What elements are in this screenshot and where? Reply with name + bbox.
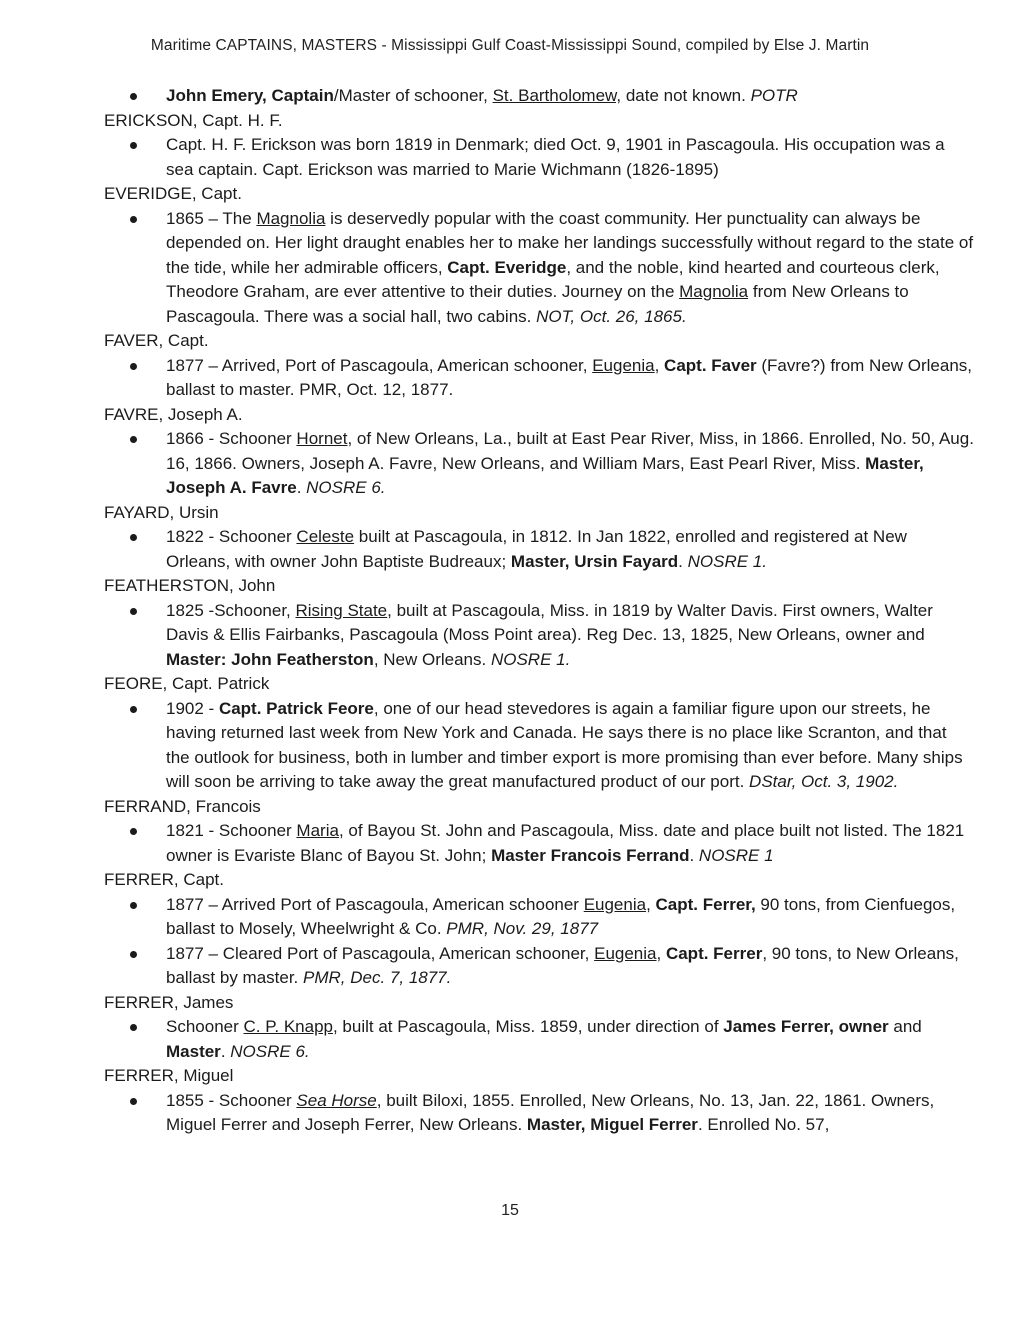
text-span: .	[689, 845, 699, 865]
bold-name: Master, Miguel Ferrer	[526, 1115, 698, 1134]
text-span: , built at Pascagoula, Miss. 1859, under direction of	[332, 1017, 724, 1036]
source-citation: PMR, Dec. 7, 1877.	[303, 968, 452, 987]
text-span: 1877 – Cleared Port of Pascagoula, American schooner,	[166, 943, 595, 963]
entry-list	[104, 525, 974, 574]
entry-list	[104, 1015, 974, 1064]
text-span: 1825 -Schooner,	[166, 600, 296, 620]
source-citation: NOT, Oct. 26, 1865.	[536, 306, 687, 326]
entry-item	[104, 942, 974, 991]
text-span: 1877 – Arrived Port of Pascagoula, American schooner	[166, 894, 584, 914]
source-citation: DStar, Oct. 3, 1902.	[749, 772, 899, 791]
bold-name: Capt. Ferrer,	[655, 894, 756, 914]
text-span: (Favre?) from New Orleans, ballast to master. PMR, Oct. 12, 1877.	[166, 355, 973, 399]
entry-list	[104, 1089, 974, 1138]
source-citation: NOSRE 6.	[306, 478, 386, 497]
text-span: from New Orleans to Pascagoula. There was a social hall, two cabins.	[166, 282, 909, 326]
text-span: 1855 - Schooner	[166, 1090, 297, 1110]
vessel-name: Magnolia	[256, 208, 326, 228]
document-body	[104, 84, 974, 1138]
bold-name: Master: John Featherston	[166, 649, 374, 669]
entry-list	[104, 427, 974, 501]
entry-heading: FERRER, Capt.	[104, 870, 224, 889]
text-span: built at Pascagoula, in 1812. In Jan 1822, enrolled and registered at New Orleans, with owner John Baptiste Budreaux;	[166, 527, 907, 571]
bold-name: Capt. Patrick Feore	[218, 698, 374, 718]
source-citation: NOSRE 1.	[490, 649, 571, 669]
bold-name: Master Francois Ferrand	[491, 845, 690, 865]
vessel-name: C. P. Knapp	[243, 1017, 333, 1036]
bold-name: Capt. Faver	[664, 355, 757, 375]
text-span: , of New Orleans, La., built at East Pear River, Miss, in 1866. Enrolled, No. 50, Aug. 16, 1866. Owners, Joseph A. Favre, New Orleans, and William Mars, East Pearl River, Miss.	[166, 429, 974, 473]
text-span: date not known.	[621, 86, 751, 105]
entry-heading: FAVRE, Joseph A.	[104, 404, 243, 424]
text-span: .	[678, 551, 688, 571]
entry-heading: EVERIDGE, Capt.	[104, 184, 242, 203]
text-span: 1865 – The	[166, 208, 257, 228]
entry-list	[104, 893, 974, 991]
bold-name: Capt. Everidge	[447, 257, 567, 277]
vessel-name: Sea Horse	[296, 1090, 377, 1110]
page-header: Maritime CAPTAINS, MASTERS - Mississippi Gulf Coast-Mississippi Sound, compiled by Else J. Martin	[150, 37, 870, 54]
entry-item	[104, 525, 974, 574]
entry-heading: FEATHERSTON, John	[104, 576, 276, 595]
text-span: , built at Pascagoula, Miss. in 1819 by Walter Davis. First owners, Walter Davis & Ellis Fairbanks, Pascagoula (Moss Point area). Reg Dec. 13, 1825, New Orleans, owner and	[166, 600, 933, 644]
entry-list	[104, 697, 974, 795]
bold-name: Capt. Ferrer	[665, 943, 763, 963]
bold-name: James Ferrer, owner	[723, 1017, 889, 1036]
source-citation: NOSRE 1	[698, 845, 774, 865]
text-span: 1822 - Schooner	[166, 527, 297, 546]
text-span: Capt. H. F. Erickson was born 1819 in Denmark; died Oct. 9, 1901 in Pascagoula. His occupation was a sea captain. Capt. Erickson was married to Marie Wichmann (1826-1895)	[166, 135, 945, 179]
entry-heading: FERRER, James	[104, 992, 234, 1012]
source-citation: NOSRE 6.	[230, 1041, 310, 1061]
entry-list	[104, 133, 974, 182]
source-citation: NOSRE 1.	[687, 551, 767, 571]
text-span: 90 tons, from Cienfuegos, ballast to Mosely, Wheelwright & Co.	[166, 894, 956, 938]
text-span: and	[888, 1017, 922, 1036]
text-span: ,	[646, 894, 656, 914]
entry-list	[104, 207, 974, 330]
entry-item	[104, 697, 974, 795]
entry-item	[104, 207, 974, 330]
vessel-name: Celeste	[296, 527, 355, 546]
text-span: 1877 – Arrived, Port of Pascagoula, American schooner,	[166, 355, 593, 375]
source-citation: PMR, Nov. 29, 1877	[446, 919, 599, 938]
entry-item	[104, 1089, 974, 1138]
vessel-name: St. Bartholomew,	[492, 86, 622, 105]
text-span: ,	[654, 355, 665, 375]
bold-name: Master	[166, 1041, 221, 1061]
entry-heading: FERRER, Miguel	[104, 1066, 234, 1085]
entry-heading: ERICKSON, Capt. H. F.	[104, 110, 283, 130]
text-span: , and the noble, kind hearted and courteous clerk, Theodore Graham, are ever attentive to their duties. Journey on the	[166, 257, 940, 301]
text-span: /Master of schooner,	[333, 86, 493, 105]
text-span: .	[220, 1041, 231, 1061]
entry-list	[104, 84, 974, 109]
entry-item	[104, 893, 974, 942]
entry-heading: FAYARD, Ursin	[104, 502, 219, 522]
bold-name: Master, Joseph A. Favre	[166, 453, 924, 497]
text-span: , one of our head stevedores is again a familiar figure upon our streets, he having returned last week from New York and Canada. He says there is no place like Scranton, and that the outlook for business, both in lumber and timber export is more promising than ever before. Many ships will soon be arriving to take away the great manufactured product of our port.	[166, 698, 963, 791]
text-span: , New Orleans.	[373, 649, 491, 669]
text-span: 1902 -	[166, 698, 219, 718]
text-span: Schooner	[166, 1017, 244, 1036]
entry-item	[104, 84, 974, 109]
entry-heading: FEORE, Capt. Patrick	[104, 674, 270, 693]
text-span: , 90 tons, to New Orleans, ballast by master.	[166, 943, 959, 987]
vessel-name: Eugenia	[583, 894, 647, 914]
text-span: 1821 - Schooner	[166, 821, 297, 840]
entry-item	[104, 427, 974, 501]
vessel-name: Magnolia	[679, 282, 749, 301]
entry-item	[104, 819, 974, 868]
bold-name: Master, Ursin Fayard	[510, 551, 679, 571]
entry-item	[104, 1015, 974, 1064]
entry-item	[104, 599, 974, 673]
source-citation: POTR	[750, 86, 798, 105]
vessel-name: Eugenia	[592, 355, 655, 375]
entry-list	[104, 819, 974, 868]
text-span: , of Bayou St. John and Pascagoula, Miss. date and place built not listed. The 1821 owner is Evariste Blanc of Bayou St. John;	[166, 821, 965, 865]
entry-item	[104, 133, 974, 182]
text-span: is deservedly popular with the coast community. Her punctuality can always be depended on. Her light draught enables her to make her landings successfully without regard to the state of the tide, while her admirable officers,	[166, 208, 974, 277]
entry-list	[104, 354, 974, 403]
text-span: .	[296, 478, 307, 497]
vessel-name: Maria	[296, 821, 339, 840]
text-span: 1866 - Schooner	[166, 429, 297, 448]
vessel-name: Eugenia	[594, 943, 657, 963]
entry-item	[104, 354, 974, 403]
vessel-name: Hornet	[296, 429, 348, 448]
entry-heading: FAVER, Capt.	[104, 331, 209, 350]
text-span: ,	[656, 943, 666, 963]
page-number: 15	[501, 1202, 519, 1219]
vessel-name: Rising State	[295, 600, 388, 620]
entry-list	[104, 599, 974, 673]
text-span: . Enrolled No. 57,	[697, 1115, 830, 1134]
entry-heading: FERRAND, Francois	[104, 796, 261, 816]
bold-name: John Emery, Captain	[166, 86, 334, 105]
text-span: , built Biloxi, 1855. Enrolled, New Orleans, No. 13, Jan. 22, 1861. Owners, Miguel Ferrer and Joseph Ferrer, New Orleans.	[166, 1090, 935, 1134]
